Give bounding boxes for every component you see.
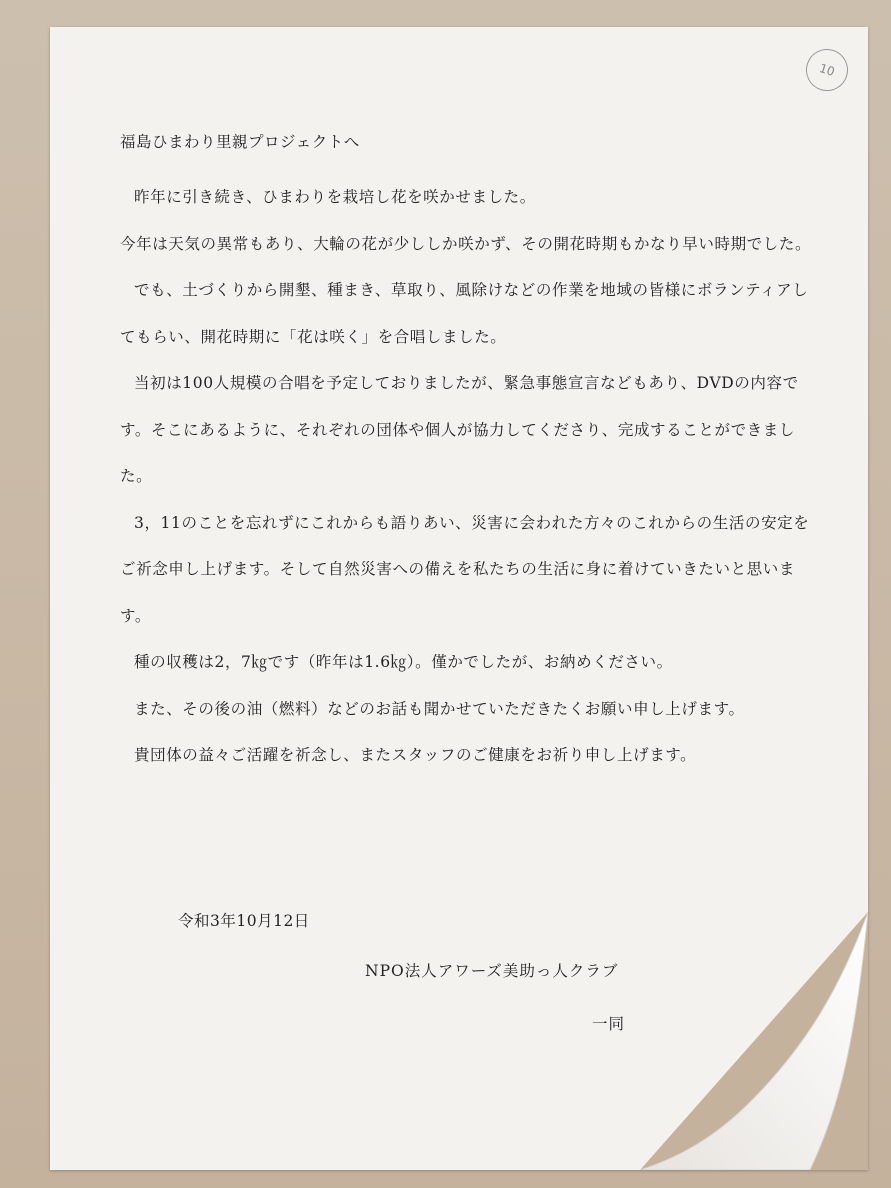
paragraph-3: でも、土づくりから開墾、種まき、草取り、風除けなどの作業を地域の皆様にボランティアしてもらい、開花時期に「花は咲く」を合唱しました。 <box>120 281 809 346</box>
paragraph-1: 昨年に引き続き、ひまわりを栽培し花を咲かせました。 <box>134 188 536 206</box>
letter-date: 令和3年10月12日 <box>178 912 310 930</box>
addressee: 福島ひまわり里親プロジェクトへ <box>120 133 360 151</box>
sender-organization: NPO法人アワーズ美助っ人クラブ <box>365 962 619 980</box>
corner-page-mark: 10 <box>801 44 854 97</box>
paragraph-7: また、その後の油（燃料）などのお話も聞かせていただきたくお願い申し上げます。 <box>134 699 745 718</box>
paragraph-8: 貴団体の益々ご活躍を祈念し、またスタッフのご健康をお祈り申し上げます。 <box>134 746 697 764</box>
sender-suffix: 一同 <box>592 1015 626 1033</box>
paragraph-4: 当初は100人規模の合唱を予定しておりましたが、緊急事態宣言などもあり、DVDの内容です。そこにあるように、それぞれの団体や個人が協力してくださり、完成することができました。 <box>120 374 799 485</box>
paragraph-5: 3，11のことを忘れずにこれからも語りあい、災害に会われた方々のこれからの生活の安定をご祈念申し上げます。そして自然災害への備えを私たちの生活に身に着けていきたいと思います。 <box>120 513 810 625</box>
letter-body <box>120 174 820 779</box>
paragraph-2: 今年は天気の異常もあり、大輪の花が少ししか咲かず、その開花時期もかなり早い時期でした。 <box>120 234 812 253</box>
paragraph-6: 種の収穫は2，7㎏です（昨年は1.6㎏）。僅かでしたが、お納めください。 <box>134 653 673 671</box>
letter-paper <box>50 27 868 1170</box>
